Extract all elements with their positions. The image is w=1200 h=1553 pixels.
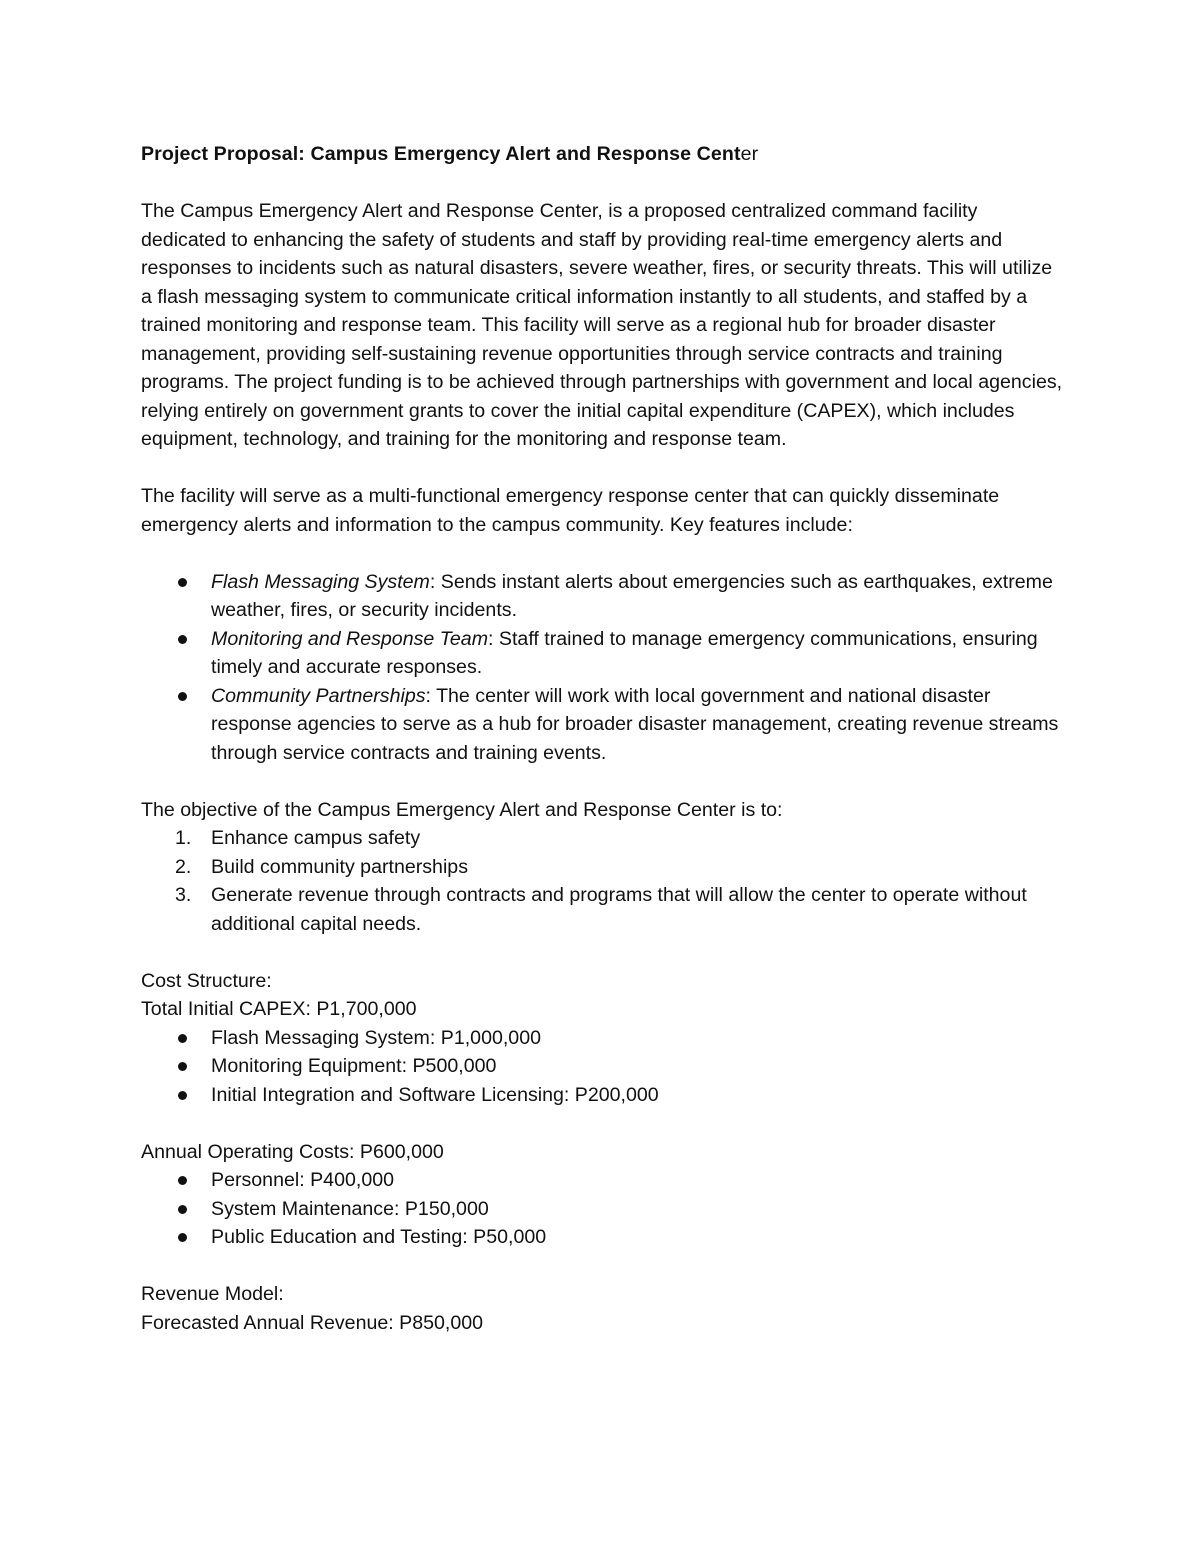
document-page [141,140,1066,1337]
spacer [141,169,1066,198]
feature-term: Monitoring and Response Team [211,627,489,650]
list-item [141,568,1066,625]
objective-text: Enhance campus safety [211,827,421,849]
feature-desc: : Sends instant alerts about emergencies such as earthquakes, extreme weather, fires, or security incidents. [211,570,1053,621]
capex-item: Monitoring Equipment: P500,000 [211,1055,497,1077]
list-item [141,682,1066,768]
features-intro: The facility will serve as a multi-functional emergency response center that can quickly disseminate emergency alerts and information to the campus community. Key features include: [141,485,1000,536]
spacer [141,539,1066,568]
feature-term: Community Partnerships [211,684,426,707]
capex-item: Flash Messaging System: P1,000,000 [211,1026,542,1049]
objectives-list [141,824,1066,938]
capex-total: Total Initial CAPEX: P1,700,000 [141,998,417,1020]
list-item [141,1223,1066,1252]
spacer [141,767,1066,796]
list-number: 3. [175,884,192,906]
features-list [141,568,1066,768]
spacer [141,1252,1066,1281]
list-item [141,1081,1066,1110]
opex-item: Public Education and Testing: P50,000 [211,1226,547,1248]
opex-item: System Maintenance: P150,000 [211,1197,489,1220]
feature-desc: : Staff trained to manage emergency communications, ensuring timely and accurate responses. [211,627,1038,678]
bullet-icon [178,1233,187,1242]
list-item [141,1024,1066,1053]
list-item [141,853,1066,882]
bullet-icon [178,1205,187,1214]
cost-structure-heading: Cost Structure: [141,969,272,992]
capex-list [141,1024,1066,1110]
list-item [141,625,1066,682]
feature-term: Flash Messaging System [211,570,430,593]
objective-text: Build community partnerships [211,855,469,878]
opex-total: Annual Operating Costs: P600,000 [141,1140,444,1163]
title-tail: er [740,143,759,165]
list-item [141,1052,1066,1081]
spacer [141,454,1066,483]
list-item [141,1195,1066,1224]
opex-list [141,1166,1066,1252]
document-title [141,140,1066,169]
list-number: 2. [175,855,192,878]
intro-paragraph: The Campus Emergency Alert and Response Center, is a proposed centralized command facility dedicated to enhancing the safety of students and staff by providing real-time emergency alerts and responses to incidents such as natural disasters, severe weather, fires, or security threats. This will utilize a flash messaging system to communicate critical information instantly to all students, and staffed by a trained monitoring and response team. This facility will serve as a regional hub for broader disaster management, providing self-sustaining revenue opportunities through service contracts and training programs. The project funding is to be achieved through partnerships with government and local agencies, relying entirely on government grants to cover the initial capital expenditure (CAPEX), which includes equipment, technology, and training for the monitoring and response team. [141,200,1063,450]
capex-item: Initial Integration and Software Licensing: P200,000 [211,1083,659,1106]
list-number: 1. [175,827,192,849]
spacer [141,1109,1066,1138]
revenue-forecast: Forecasted Annual Revenue: P850,000 [141,1311,484,1334]
list-item [141,881,1066,938]
bullet-icon [178,692,187,701]
spacer [141,938,1066,967]
title-bold: Project Proposal: Campus Emergency Alert and Response Cent [141,143,741,165]
bullet-icon [178,1034,187,1043]
objective-intro: The objective of the Campus Emergency Alert and Response Center is to: [141,798,783,821]
opex-item: Personnel: P400,000 [211,1169,395,1191]
list-item [141,1166,1066,1195]
list-item [141,824,1066,853]
bullet-icon [178,1091,187,1100]
revenue-heading: Revenue Model: [141,1283,284,1305]
bullet-icon [178,1176,187,1185]
objective-text: Generate revenue through contracts and programs that will allow the center to operate without additional capital needs. [211,884,1027,935]
bullet-icon [178,1062,187,1071]
bullet-icon [178,635,187,644]
bullet-icon [178,578,187,587]
feature-desc: : The center will work with local government and national disaster response agencies to serve as a hub for broader disaster management, creating revenue streams through service contracts and training events. [211,684,1059,764]
